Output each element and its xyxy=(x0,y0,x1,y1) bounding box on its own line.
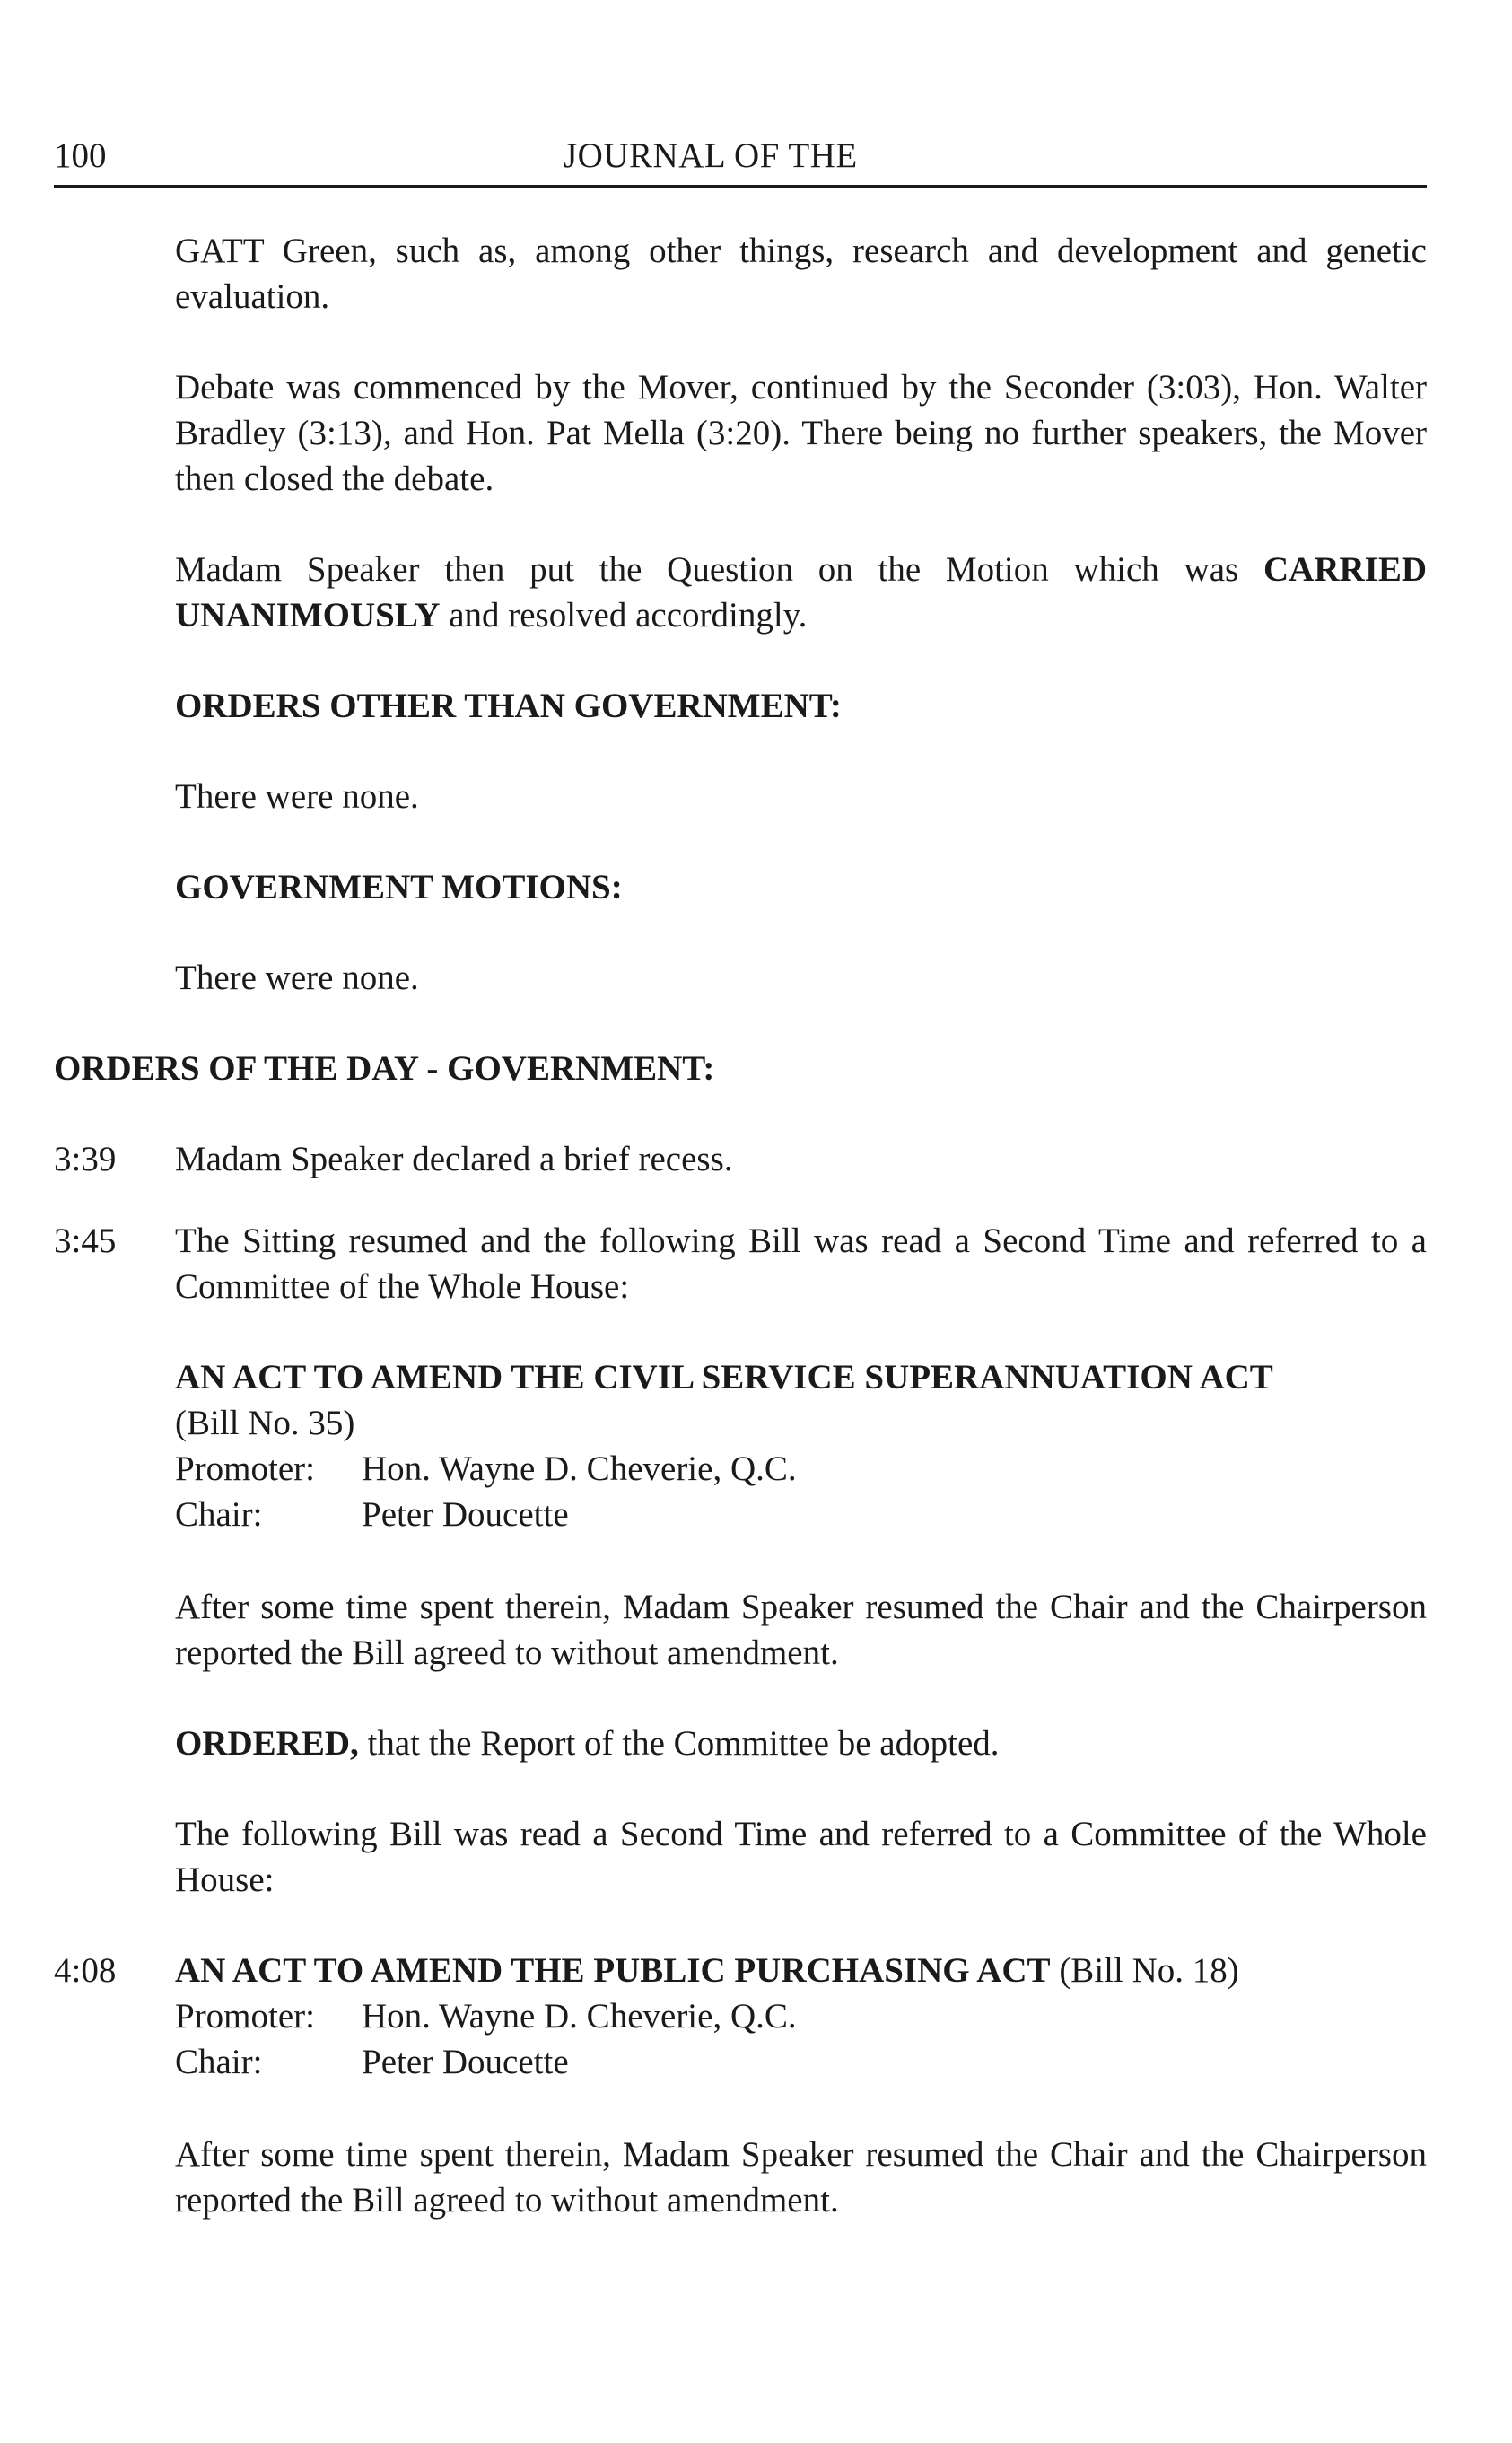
text-segment: that the Report of the Committee be adopted. xyxy=(358,1724,1000,1763)
heading-government-motions: GOVERNMENT MOTIONS: xyxy=(175,868,623,906)
bill-promoter-row xyxy=(175,1993,1427,2039)
chair-value: Peter Doucette xyxy=(362,2043,569,2081)
paragraph-after-time-spent-1: After some time spent therein, Madam Speaker resumed the Chair and the Chairperson reported the Bill agreed to without amendment. xyxy=(175,1588,1427,1672)
bill-public-purchasing xyxy=(175,1948,1427,2085)
paragraph-debate: Debate was commenced by the Mover, continued by the Seconder (3:03), Hon. Walter Bradley (3:13), and Hon. Pat Mella (3:20). There being no further speakers, the Mover then closed the debate. xyxy=(175,368,1427,498)
bill-chair-row xyxy=(175,2039,1427,2085)
bill-title: AN ACT TO AMEND THE PUBLIC PURCHASING ACT xyxy=(175,1951,1051,1990)
entry-text: Madam Speaker declared a brief recess. xyxy=(175,1140,733,1178)
heading-orders-other-than-government: ORDERS OTHER THAN GOVERNMENT: xyxy=(175,687,842,725)
carried-unanimously-label: CARRIED UNANIMOUSLY xyxy=(175,550,1427,635)
bill-chair-row xyxy=(175,1492,1427,1537)
entry-recess xyxy=(54,1136,1427,1182)
paragraph-none-2: There were none. xyxy=(175,959,419,997)
page-number: 100 xyxy=(54,136,107,175)
bill-promoter-row xyxy=(175,1446,1427,1492)
chair-value: Peter Doucette xyxy=(362,1495,569,1534)
entry-public-purchasing xyxy=(54,1948,1427,2085)
text-segment: and resolved accordingly. xyxy=(440,596,808,635)
promoter-label: Promoter: xyxy=(175,1449,315,1488)
entry-time: 3:39 xyxy=(54,1140,117,1178)
bill-number: (Bill No. 35) xyxy=(175,1404,355,1442)
ordered-label: ORDERED, xyxy=(175,1724,359,1763)
journal-content xyxy=(54,228,1427,2268)
entry-text: The Sitting resumed and the following Bill was read a Second Time and referred to a Committee of the Whole House: xyxy=(175,1222,1427,1306)
bill-heading-line xyxy=(175,1948,1427,1993)
paragraph-ordered xyxy=(175,1721,1427,1766)
entry-time: 4:08 xyxy=(54,1951,117,1990)
page-header xyxy=(54,133,1427,188)
promoter-label: Promoter: xyxy=(175,1997,315,2036)
paragraph-question-carried xyxy=(175,547,1427,638)
text-segment: Madam Speaker then put the Question on the Motion which was xyxy=(175,550,1263,589)
paragraph-none-1: There were none. xyxy=(175,777,419,816)
bill-civil-service-superannuation xyxy=(175,1354,1427,1537)
paragraph-following-bill: The following Bill was read a Second Time and referred to a Committee of the Whole House: xyxy=(175,1815,1427,1899)
entry-time: 3:45 xyxy=(54,1222,117,1260)
paragraph-gatt-green: GATT Green, such as, among other things, research and development and genetic evaluation. xyxy=(175,232,1427,316)
promoter-value: Hon. Wayne D. Cheverie, Q.C. xyxy=(362,1449,797,1488)
bill-title: AN ACT TO AMEND THE CIVIL SERVICE SUPERANNUATION ACT xyxy=(175,1358,1273,1397)
running-head: JOURNAL OF THE xyxy=(564,136,858,175)
heading-orders-of-the-day: ORDERS OF THE DAY - GOVERNMENT: xyxy=(54,1049,715,1088)
promoter-value: Hon. Wayne D. Cheverie, Q.C. xyxy=(362,1997,797,2036)
entry-sitting-resumed xyxy=(54,1218,1427,1309)
bill-number: (Bill No. 18) xyxy=(1050,1951,1239,1990)
paragraph-after-time-spent-2: After some time spent therein, Madam Speaker resumed the Chair and the Chairperson reported the Bill agreed to without amendment. xyxy=(175,2135,1427,2220)
chair-label: Chair: xyxy=(175,2043,263,2081)
chair-label: Chair: xyxy=(175,1495,263,1534)
